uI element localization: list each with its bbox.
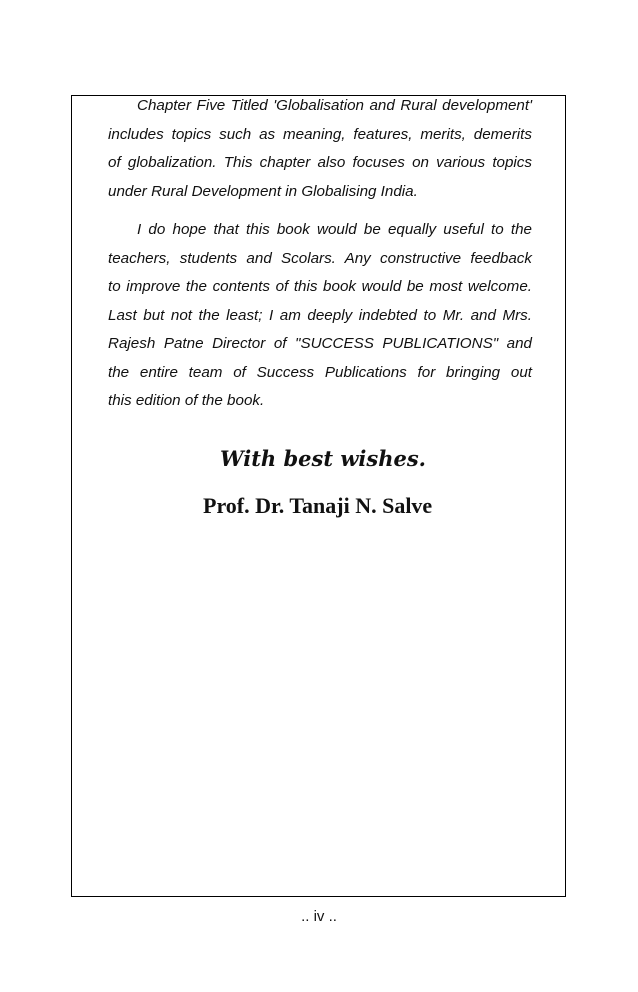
text-line: Rajesh Patne Director of "SUCCESS PUBLICATIONS" and xyxy=(108,335,532,352)
text-line: of globalization. This chapter also focuses on various topics xyxy=(108,154,532,171)
page-number: .. iv .. xyxy=(301,908,337,925)
text-line: under Rural Development in Globalising India. xyxy=(108,183,418,200)
text-line: includes topics such as meaning, features, merits, demerits xyxy=(108,126,532,143)
text-line: I do hope that this book would be equally useful to the xyxy=(137,221,532,238)
text-line: Last but not the least; I am deeply indebted to Mr. and Mrs. xyxy=(108,307,532,324)
text-line: teachers, students and Scolars. Any constructive feedback xyxy=(108,250,532,267)
text-line: Chapter Five Titled 'Globalisation and Rural development' xyxy=(137,97,532,114)
text-line: this edition of the book. xyxy=(108,392,265,409)
closing-text: With best wishes. xyxy=(220,446,426,471)
author-signature: Prof. Dr. Tanaji N. Salve xyxy=(203,493,433,518)
text-line: to improve the contents of this book would be most welcome. xyxy=(108,278,532,295)
text-line: the entire team of Success Publications for bringing out xyxy=(108,364,532,381)
